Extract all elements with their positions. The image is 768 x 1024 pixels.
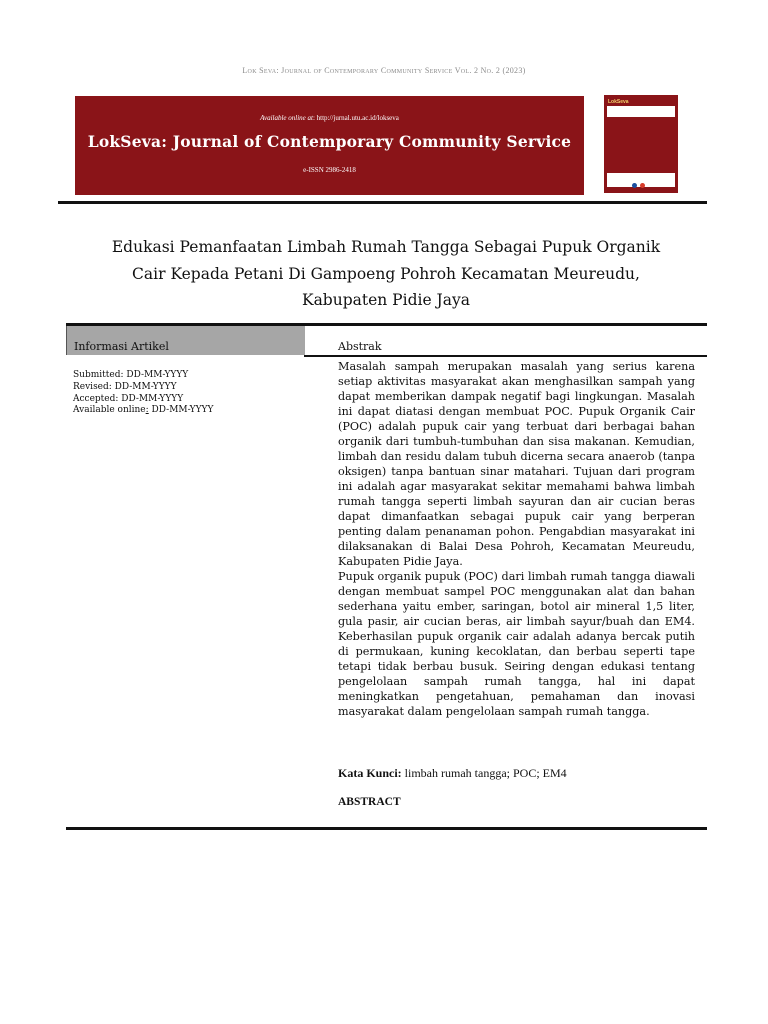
keywords xyxy=(338,766,567,781)
paper-title xyxy=(66,234,706,314)
keywords-label: Kata Kunci: xyxy=(338,766,402,780)
title-line: Edukasi Pemanfaatan Limbah Rumah Tangga Sebagai Pupuk Organik xyxy=(111,238,661,256)
title-line: Kabupaten Pidie Jaya xyxy=(301,291,471,309)
journal-banner xyxy=(75,96,584,195)
article-info-label: Informasi Artikel xyxy=(74,340,169,353)
abstract-paragraph: Masalah sampah merupakan masalah yang serius karena setiap aktivitas masyarakat akan menghasilkan sampah yang dapat memberikan dampak negatif bagi lingkungan. Masalah ini dapat diatasi dengan membuat POC. Pupuk Organik Cair (POC) adalah pupuk cair yang terbuat dari berbagai bahan organik dari tumbuh-tumbuhan dan sisa makanan. Kemudian, limbah dan residu dalam tubuh dicerna secara anaerob (tanpa oksigen) tanpa bantuan sinar matahari. Tujuan dari program ini adalah agar masyarakat sekitar memahami bahwa limbah rumah tangga seperti limbah sayuran dan air cucian beras dapat dimanfaatkan sebagai pupuk cair yang berperan penting dalam penanaman pohon. Pengabdian masyarakat ini dilaksanakan di Balai Desa Pohroh, Kecamatan Meureudu, Kabupaten Pidie Jaya. xyxy=(338,360,695,568)
abstract-body xyxy=(338,359,695,719)
online-label: Available online at xyxy=(260,114,313,122)
article-dates xyxy=(73,370,213,417)
header-rule xyxy=(58,201,707,204)
date-available xyxy=(73,405,213,417)
cover-logo-dot-red xyxy=(640,183,645,188)
date-accepted: Accepted: DD-MM-YYYY xyxy=(73,393,184,404)
date-revised: Revised: DD-MM-YYYY xyxy=(73,381,177,392)
article-info-header xyxy=(66,326,305,355)
footer-rule xyxy=(66,827,707,830)
date-submitted: Submitted: DD-MM-YYYY xyxy=(73,370,189,380)
online-url[interactable]: : http://jurnal.utu.ac.id/lokseva xyxy=(312,114,399,122)
cover-title-band xyxy=(607,106,675,117)
cover-logo-dot-blue xyxy=(632,183,637,188)
journal-cover-thumbnail xyxy=(604,95,678,193)
available-prefix: Available online xyxy=(73,405,146,416)
online-availability xyxy=(75,114,584,122)
running-head: Lok Seva: Journal of Contemporary Community Service Vol. 2 No. 2 (2023) xyxy=(242,66,526,75)
journal-issn: e-ISSN 2986-2418 xyxy=(303,166,356,174)
keywords-value: limbah rumah tangga; POC; EM4 xyxy=(401,766,567,780)
title-line: Cair Kepada Petani Di Gampoeng Pohroh Kecamatan Meureudu, xyxy=(132,264,640,283)
available-colon: : xyxy=(145,405,149,416)
cover-logo: LokSeva xyxy=(608,99,629,105)
abstract-label: Abstrak xyxy=(338,340,382,353)
journal-title: LokSeva: Journal of Contemporary Community Service xyxy=(87,132,572,151)
abstract-rule xyxy=(304,355,707,357)
english-abstract-heading: ABSTRACT xyxy=(338,796,401,808)
abstract-paragraph: Pupuk organik pupuk (POC) dari limbah rumah tangga diawali dengan membuat sampel POC menggunakan alat dan bahan sederhana yaitu ember, saringan, botol air mineral 1,5 liter, gula pasir, air cucian beras, air limbah sayur/buah dan EM4. Keberhasilan pupuk organik cair adalah adanya bercak putih di permukaan, kuning kecoklatan, dan berbau seperti tape tetapi tidak berbau busuk. Seiring dengan edukasi tentang pengelolaan sampah rumah tangga, hal ini dapat meningkatkan pengetahuan, pemahaman dan inovasi masyarakat dalam pengelolaan sampah rumah tangga. xyxy=(338,570,695,718)
available-value: DD-MM-YYYY xyxy=(148,405,214,416)
